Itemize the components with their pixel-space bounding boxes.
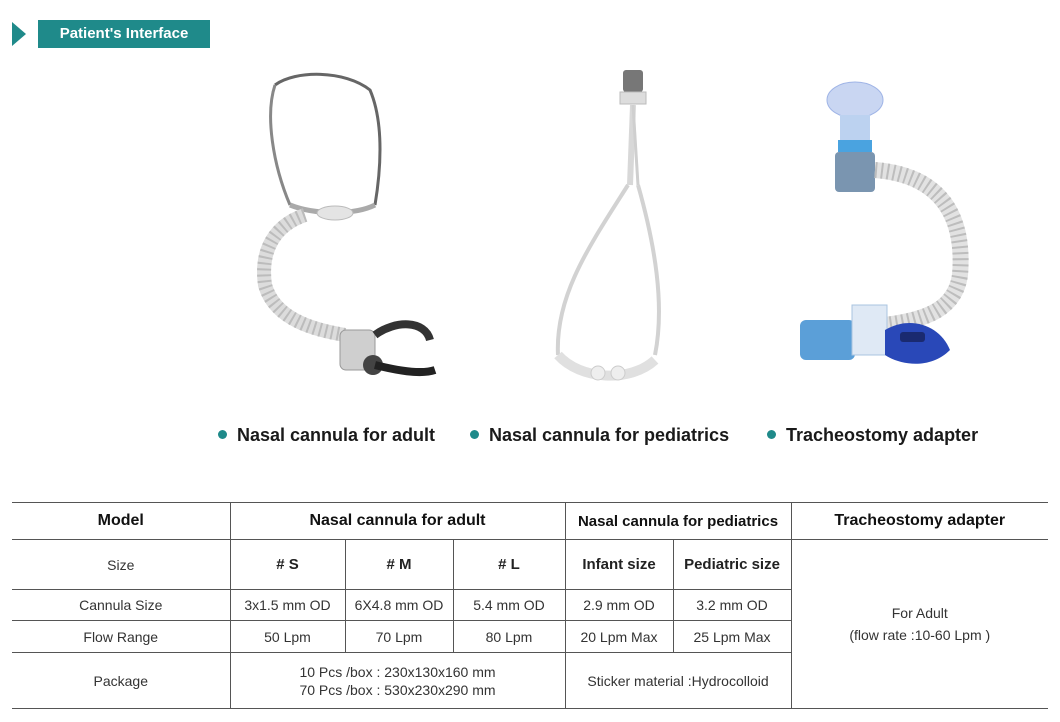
table-header-row xyxy=(12,503,1048,540)
specification-table xyxy=(12,502,1048,709)
caption-nasal-cannula-pediatrics xyxy=(470,423,729,447)
cell-value: 50 Lpm xyxy=(230,621,345,653)
cell-value: 3x1.5 mm OD xyxy=(230,590,345,621)
bullet-dot-icon xyxy=(470,430,479,439)
header-nasal-cannula-adult: Nasal cannula for adult xyxy=(230,503,565,540)
row-label-package: Package xyxy=(12,653,230,709)
package-pediatric-cell: Sticker material :Hydrocolloid xyxy=(565,653,791,709)
cell-value: 5.4 mm OD xyxy=(453,590,565,621)
bullet-dot-icon xyxy=(767,430,776,439)
tracheostomy-adapter-image xyxy=(790,75,990,375)
cell-value: 20 Lpm Max xyxy=(565,621,673,653)
cell-value: 6X4.8 mm OD xyxy=(345,590,453,621)
cell-value: 25 Lpm Max xyxy=(673,621,791,653)
trach-note-line2: (flow rate :10-60 Lpm ) xyxy=(849,627,991,643)
size-l: # L xyxy=(453,540,565,590)
header-nasal-cannula-pediatrics: Nasal cannula for pediatrics xyxy=(565,503,791,540)
package-line: 10 Pcs /box : 230x130x160 mm xyxy=(299,663,496,680)
header-tracheostomy-adapter: Tracheostomy adapter xyxy=(791,503,1048,540)
package-adult-cell xyxy=(230,653,565,709)
trach-note-line1: For Adult xyxy=(891,605,948,621)
row-label-flow-range: Flow Range xyxy=(12,621,230,653)
tracheostomy-spec-cell xyxy=(791,540,1048,709)
bullet-dot-icon xyxy=(218,430,227,439)
row-label-size: Size xyxy=(12,540,230,590)
row-label-cannula-size: Cannula Size xyxy=(12,590,230,621)
cell-value: 2.9 mm OD xyxy=(565,590,673,621)
caption-nasal-cannula-adult xyxy=(218,423,435,447)
nasal-cannula-pediatric-image xyxy=(530,65,705,395)
package-line: 70 Pcs /box : 530x230x290 mm xyxy=(299,681,496,698)
caption-label: Tracheostomy adapter xyxy=(786,425,979,445)
size-infant: Infant size xyxy=(565,540,673,590)
size-pediatric: Pediatric size xyxy=(673,540,791,590)
table-row xyxy=(12,540,1048,590)
cell-value: 70 Lpm xyxy=(345,621,453,653)
nasal-cannula-adult-image xyxy=(235,65,455,395)
cell-value: 3.2 mm OD xyxy=(673,590,791,621)
section-title: Patient's Interface xyxy=(38,20,210,48)
caption-label: Nasal cannula for adult xyxy=(237,425,436,445)
header-model: Model xyxy=(12,503,230,540)
caption-tracheostomy-adapter xyxy=(767,423,978,447)
size-m: # M xyxy=(345,540,453,590)
header-arrow-icon xyxy=(12,22,26,46)
caption-label: Nasal cannula for pediatrics xyxy=(489,425,730,445)
size-s: # S xyxy=(230,540,345,590)
cell-value: 80 Lpm xyxy=(453,621,565,653)
